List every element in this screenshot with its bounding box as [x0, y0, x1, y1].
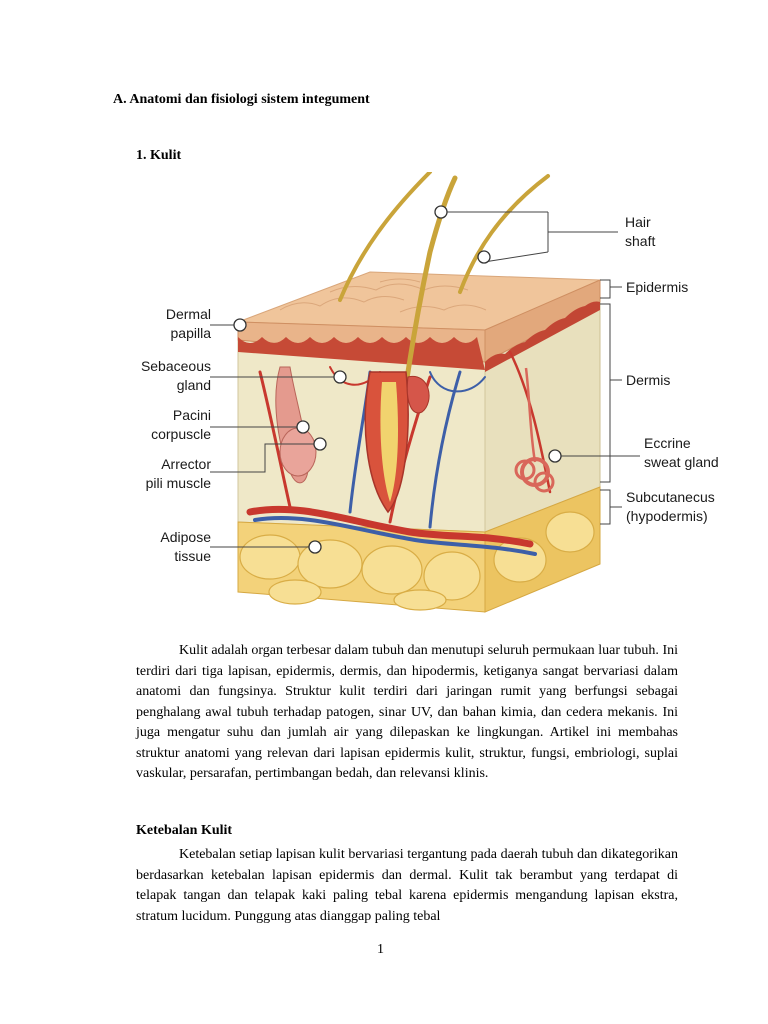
skin-anatomy-figure — [130, 172, 730, 638]
heading-skin-thickness: Ketebalan Kulit — [136, 823, 233, 838]
label-pacini-1: Pacini — [172, 407, 211, 423]
paragraph-skin-intro: Kulit adalah organ terbesar dalam tubuh dan menutupi seluruh permukaan luar tubuh. Ini terdiri dari tiga lapisan, epidermis, dermis, dan hipodermis, ketiganya sangat bervariasi dalam anatomi dan fungsinya. Struktur kulit terdiri dari jaringan rumit yang berfungsi sebagai penghalang awal tubuh terhadap patogen, sinar UV, dan bahan kimia, dan cedera mekanis. Ini juga mengatur suhu dan jumlah air yang dilepaskan ke lingkungan. Artikel ini membahas struktur anatomi yang relevan dari lapisan epidermis kulit, struktur, fungsi, embriologi, suplai vaskular, persarafan, pertimbangan bedah, dan relevansi klinis. — [136, 643, 678, 781]
label-pacini-2: corpuscle — [151, 426, 211, 442]
label-sebaceous-1: Sebaceous — [140, 358, 211, 374]
label-dermal-2: papilla — [170, 325, 211, 341]
label-adipose-1: Adipose — [160, 529, 211, 545]
subsection-heading: 1. Kulit — [136, 148, 182, 163]
page-number: 1 — [377, 942, 384, 957]
marker-pacini — [297, 421, 309, 433]
label-sebaceous-2: gland — [176, 377, 211, 393]
pacini-corpuscle-shape — [280, 428, 316, 476]
skin-diagram — [130, 172, 730, 638]
label-hair-shaft-1: Hair — [625, 214, 651, 230]
marker-dermal-papilla — [234, 319, 246, 331]
section-heading: A. Anatomi dan fisiologi sistem integument — [113, 92, 370, 107]
marker-adipose — [309, 541, 321, 553]
paragraph-skin-thickness: Ketebalan setiap lapisan kulit bervariasi tergantung pada daerah tubuh dan dikategorikan berdasarkan ketebalan lapisan epidermis dan dermal. Kulit tak berambut yang terdapat di telapak tangan dan telapak kaki paling tebal karena epidermis mengandung lapisan ekstra, stratum lucidum. Punggung atas dianggap paling tebal — [136, 847, 678, 924]
marker-sebaceous — [334, 371, 346, 383]
label-hair-shaft-2: shaft — [625, 233, 656, 249]
marker-hair-shaft-1 — [435, 206, 447, 218]
label-epidermis: Epidermis — [626, 279, 689, 295]
label-adipose-2: tissue — [174, 548, 211, 564]
label-arrector-1: Arrector — [161, 456, 211, 472]
label-subcutaneous-2: (hypodermis) — [626, 508, 708, 524]
marker-eccrine — [549, 450, 561, 462]
label-dermal-1: Dermal — [165, 306, 211, 322]
label-subcutaneous-1: Subcutanecus — [626, 489, 715, 505]
marker-arrector — [314, 438, 326, 450]
marker-hair-shaft-2 — [478, 251, 490, 263]
label-arrector-2: pili muscle — [145, 475, 211, 491]
label-dermis: Dermis — [626, 372, 671, 388]
label-eccrine-2: sweat gland — [644, 454, 719, 470]
label-eccrine-1: Eccrine — [644, 435, 691, 451]
